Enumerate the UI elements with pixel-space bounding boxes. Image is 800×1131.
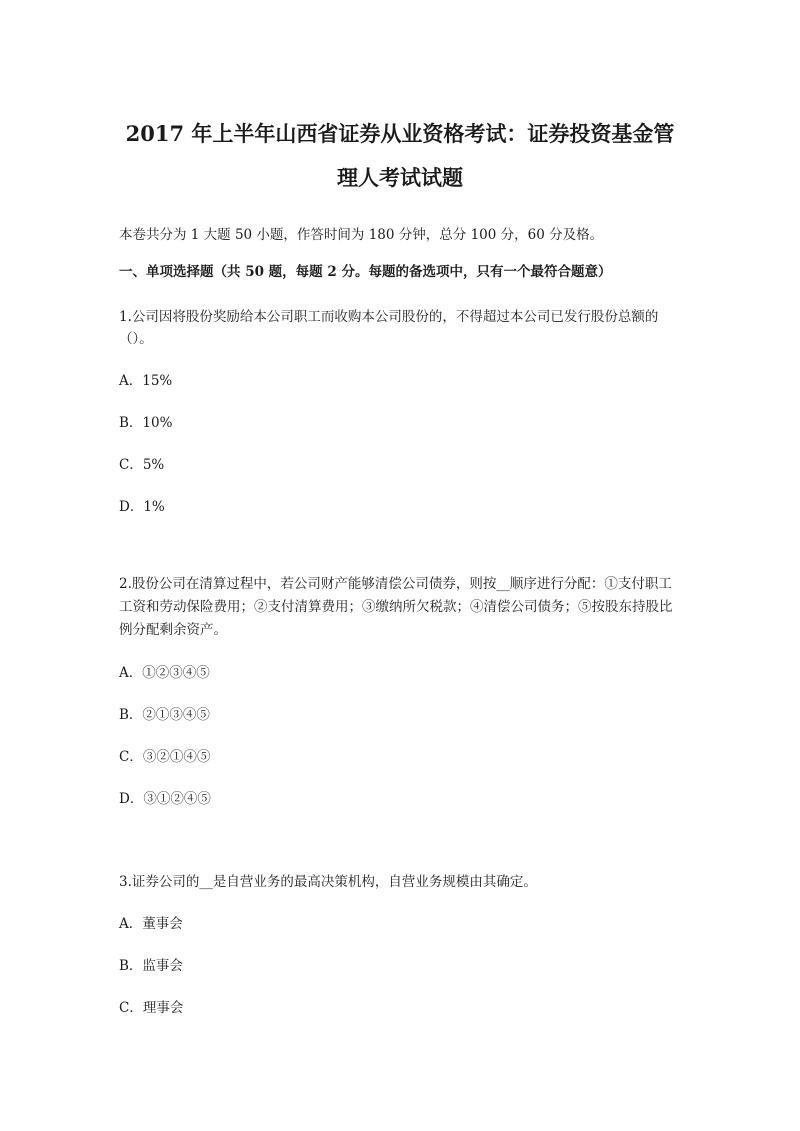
document-title-line-1: 2017 年上半年山西省证券从业资格考试：证券投资基金管 bbox=[125, 121, 675, 146]
question-2-text-line-2: 工资和劳动保险费用；②支付清算费用；③缴纳所欠税款；④清偿公司债务；⑤按股东持股比 bbox=[119, 599, 673, 615]
section-header: 一、单项选择题（共 50 题，每题 2 分。每题的备选项中，只有一个最符合题意） bbox=[119, 264, 612, 280]
question-2-option-d: D．③①②④⑤ bbox=[119, 791, 211, 807]
question-3-option-b: B．监事会 bbox=[119, 958, 183, 974]
question-1-text-line-1: 1.公司因将股份奖励给本公司职工而收购本公司股份的，不得超过本公司已发行股份总额的 bbox=[119, 309, 659, 325]
question-3-option-c: C．理事会 bbox=[119, 1000, 184, 1016]
question-3-option-a: A．董事会 bbox=[119, 916, 183, 932]
exam-intro: 本卷共分为 1 大题 50 小题，作答时间为 180 分钟，总分 100 分，60 分及格。 bbox=[119, 227, 604, 243]
question-1-option-d: D．1% bbox=[119, 499, 165, 515]
question-2-text-line-1: 2.股份公司在清算过程中，若公司财产能够清偿公司债券，则按__顺序进行分配：①支付职工 bbox=[119, 576, 672, 592]
question-3-text-line-1: 3.证券公司的__是自营业务的最高决策机构，自营业务规模由其确定。 bbox=[119, 874, 537, 890]
document-title-line-2: 理人考试试题 bbox=[337, 165, 463, 190]
question-2-text-line-3: 例分配剩余资产。 bbox=[119, 622, 227, 638]
question-1-option-a: A．15% bbox=[119, 373, 173, 389]
question-1-text-line-2: （）。 bbox=[119, 331, 153, 347]
question-2-option-a: A．①②③④⑤ bbox=[119, 665, 210, 681]
question-2-option-c: C．③②①④⑤ bbox=[119, 749, 211, 765]
question-1-option-b: B．10% bbox=[119, 415, 173, 431]
question-1-option-c: C．5% bbox=[119, 457, 165, 473]
question-2-option-b: B．②①③④⑤ bbox=[119, 707, 210, 723]
